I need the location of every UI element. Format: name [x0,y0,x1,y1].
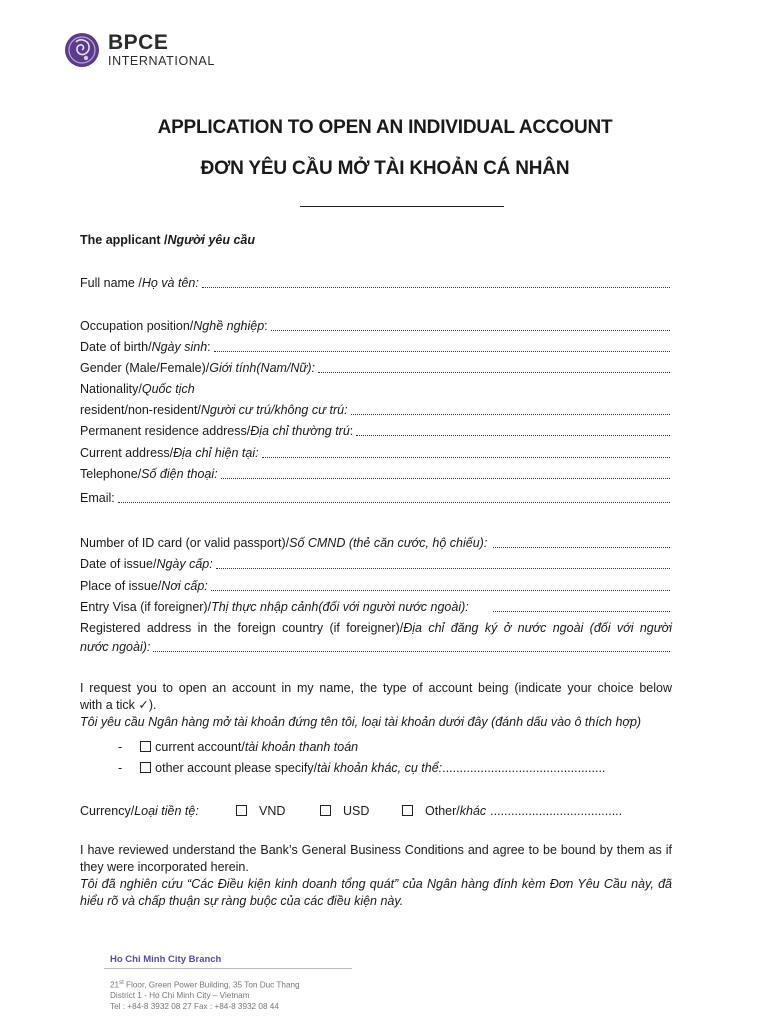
request-paragraph: I request you to open an account in my name, the type of account being (indicate your choice below with a tick ✓). Tôi yêu cầu Ngân hàng mở tài khoản đứng tên tôi, loại tài khoản dưới đây (đánh dấu vào ô thích hợp) [80,681,672,729]
full-name-field[interactable]: Full name / Họ và tên: [80,276,670,291]
date-of-issue-field[interactable]: Date of issue/ Ngày cấp: [80,557,670,572]
logo-subtitle: INTERNATIONAL [108,54,215,69]
currency-option-vnd[interactable]: VND [236,804,285,819]
currency-option-other[interactable]: Other/khác ...................................... [402,804,622,819]
id-number-field[interactable]: Number of ID card (or valid passport)/ Số CMND (thẻ căn cước, hộ chiếu): [80,536,670,551]
currency-label: Currency/Loại tiền tệ: [80,804,199,818]
occupation-field[interactable]: Occupation position/ Nghề nghiệp : [80,319,670,334]
place-of-issue-field[interactable]: Place of issue/ Nơi cấp: [80,579,670,594]
registered-address-label: Registered address in the foreign country (if foreigner)/Địa chỉ đăng ký ở nước ngoài (đối với người [80,621,672,635]
footer-branch-name: Ho Chi Minh City Branch [110,954,222,965]
footer-address-line: 21st Floor, Green Power Building, 35 Ton Duc Thang [110,980,300,990]
nationality-field[interactable]: Nationality/ Quốc tịch [80,382,195,396]
account-option-current[interactable]: - current account/tài khoản thanh toán [118,740,359,754]
usd-checkbox[interactable] [320,805,331,816]
title-underline [300,206,504,207]
telephone-field[interactable]: Telephone/ Số điện thoại: [80,467,670,482]
email-field[interactable]: Email: [80,491,670,506]
other-account-checkbox[interactable] [140,762,151,773]
permanent-address-field[interactable]: Permanent residence address/ Địa chỉ thường trú : [80,424,670,439]
current-address-field[interactable]: Current address/ Địa chỉ hiện tại: [80,446,670,461]
page-title: APPLICATION TO OPEN AN INDIVIDUAL ACCOUNT [157,117,613,138]
footer-divider [104,968,352,969]
account-option-other[interactable]: - other account please specify/tài khoản khác, cụ thể:............................................... [118,761,606,775]
applicant-heading: The applicant /Người yêu cầu [80,233,255,247]
currency-option-usd[interactable]: USD [320,804,369,819]
current-account-checkbox[interactable] [140,741,151,752]
registered-address-field[interactable]: nước ngoài): [80,640,670,655]
bpce-logo [64,32,215,68]
logo-wordmark: BPCE [108,31,169,55]
footer-city-line: District 1 - Ho Chi Minh City – Vietnam [110,991,250,1000]
date-of-birth-field[interactable]: Date of birth/ Ngày sinh : [80,340,670,355]
agreement-paragraph: I have reviewed understand the Bank’s General Business Conditions and agree to be bound by them as if they were incorporated herein. Tôi đã nghiên cứu “Các Điều kiện kinh doanh tổng quát” của Ngân hàng đính kèm Đơn Yêu Cầu này, đã hiểu rõ và chấp thuận sự ràng buộc của các điều kiện này. [80,843,672,908]
residency-field[interactable]: resident/non-resident/ Người cư trú/không cư trú: [80,403,670,418]
entry-visa-field[interactable]: Entry Visa (if foreigner)/ Thị thực nhập cảnh(đối với người nước ngoài): [80,600,670,615]
gender-field[interactable]: Gender (Male/Female)/ Giới tính(Nam/Nữ): [80,361,670,376]
page-title-vietnamese: ĐƠN YÊU CẦU MỞ TÀI KHOẢN CÁ NHÂN [200,158,570,179]
bpce-logo-mark-icon [64,32,100,68]
vnd-checkbox[interactable] [236,805,247,816]
footer-contact-line: Tel : +84-8 3932 08 27 Fax : +84-8 3932 08 44 [110,1002,279,1011]
other-currency-checkbox[interactable] [402,805,413,816]
